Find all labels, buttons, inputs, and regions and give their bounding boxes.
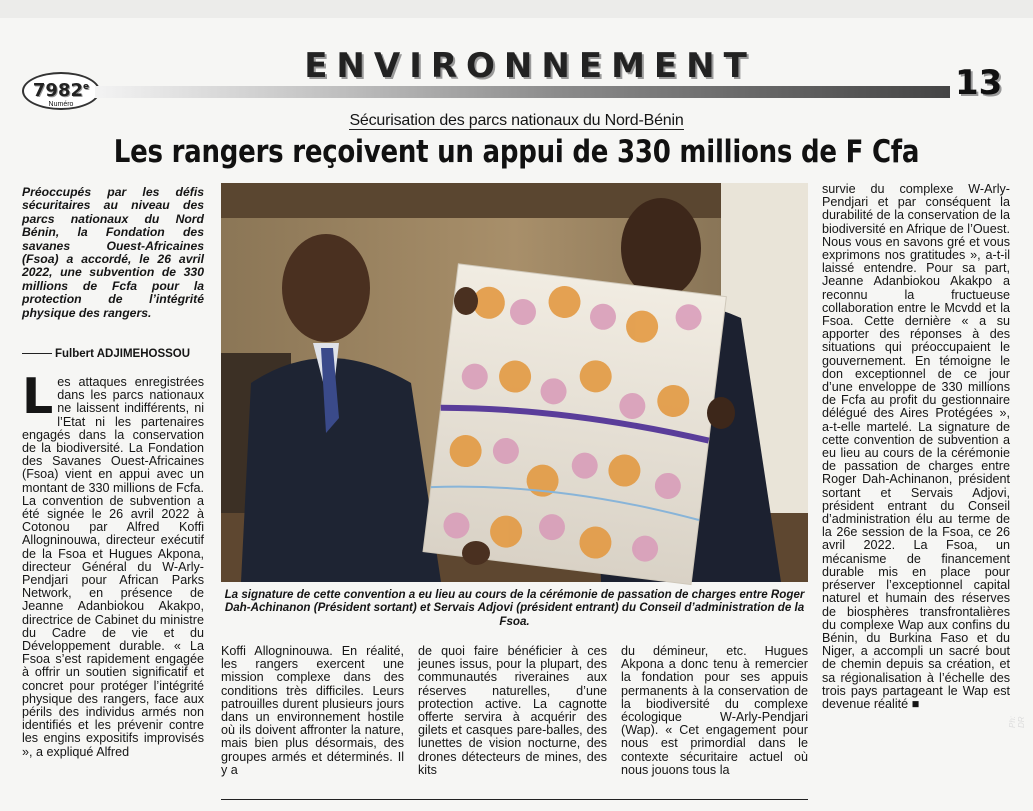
top-margin [0, 0, 1033, 18]
article-headline: Les rangers reçoivent un appui de 330 millions de F Cfa [113, 134, 920, 170]
body-column-5: survie du complexe W-Arly-Pendjari et par conséquent la durabilité de la conservation de la biodiversité en Afrique de l’Ouest. Nous vous en savons gré et vous exprimons nos gratitudes », a-t-il laissé entendre. Pour sa part, Jeanne Adanbiokou Akakpo a reconnu la fructueuse collaboration entre le Mcvdd et la Fsoa. Cette dernière « a su apporter des réponses à des situations qui préoccupaient le gouvernement. En témoigne le don exceptionnel de ce jour d’une enveloppe de 330 millions de Fcfa au profit du gestionnaire délégué des Aires Protégées », a-t-elle martelé. La signature de cette convention de subvention a eu lieu au cours de la cérémonie de passation de charges entre Roger Dah-Achinanon, président sortant et Servais Adjovi, président entrant du Conseil d’administration élu au terme de la 26e session de la Fsoa, ce 26 avril 2022. La Fsoa, un mécanisme de financement durable mis en place pour préserver l’exceptionnel capital naturel et humain des réserves de biosphères transfrontalières du complexe Wap aux confins du Bénin, du Burkina Faso et du Niger, a accompli un sacré bout de chemin depuis sa création, et sa régionalisation à l’échelle des trois pays partageant le Wap est devenue réalité ■ [822, 182, 1010, 711]
photo-credit: Ph: DR [1008, 715, 1026, 728]
byline-dash [22, 353, 52, 354]
body-column-3: de quoi faire bénéficier à ces jeunes issus, pour la plupart, des communautés riveraines aux réserves naturelles, d’une protection active. La cagnotte offerte servira à acquérir des gilets et casques pare-balles, des lunettes de vision nocturne, des drones détecteurs de mines, des kits [418, 644, 607, 777]
bottom-rule [221, 799, 808, 800]
photo-caption: La signature de cette convention a eu lieu au cours de la cérémonie de passation de charges entre Roger Dah-Achinanon (Président sortant) et Servais Adjovi (président entrant) du Conseil d’administration de la Fsoa. [224, 588, 805, 628]
header-gradient-rule [95, 86, 950, 98]
article-lead: Préoccupés par les défis sécuritaires au niveau des parcs nationaux du Nord Bénin, la Fondation des savanes Ouest-Africaines (Fsoa) a accordé, le 26 avril 2022, une subvention de 330 millions de Fcfa pour la protection de l’intégrité physique des rangers. [22, 185, 204, 320]
author-name: Fulbert ADJIMEHOSSOU [55, 348, 191, 360]
issue-number: 7982e [32, 80, 90, 101]
section-title: ENVIRONNEMENT [304, 46, 756, 86]
body-column-2: Koffi Allogninouwa. En réalité, les rangers exercent une mission complexe dans des conditions très difficiles. Leurs patrouilles durent plusieurs jours dans un environnement hostile où ils doivent affronter la nature, mais bien plus désormais, des groupes armés et déterminés. Il y a [221, 644, 404, 777]
ceremony-photo-illustration [221, 183, 808, 582]
body-column-1 [22, 368, 205, 759]
article-kicker: Sécurisation des parcs nationaux du Nord-Bénin [349, 112, 684, 129]
page-number: 13 [955, 63, 1003, 103]
body-text-1: es attaques enregistrées dans les parcs nationaux ne laissent indifférents, ni l’Etat ni les partenaires engagés dans la conservation de la biodiversité. La Fondation des Savanes Ouest-Africaines (Fsoa) vient en appui avec un montant de 330 millions de Fcfa. La convention de subvention a été signée le 26 avril 2022 à Cotonou par Alfred Koffi Allogninouwa, directeur exécutif de la Fsoa et Hugues Akpona, directeur Général du W-Arly-Pendjari pour African Parks Network, en présence de Jeanne Adanbiokou Akakpo, directrice de Cabinet du ministre du Cadre de vie et du Développement durable. « La Fsoa s’est rapidement engagée à offrir un soutien significatif et concret pour protéger l’intégrité physique des rangers, face aux périls des individus armés non identifiés et les prévenir contre les engins expositifs improvisés », a expliqué Alfred [22, 375, 205, 759]
body-column-4: du démineur, etc. Hugues Akpona a donc tenu à remercier la fondation pour ses appuis permanents à la conservation de la biodiversité du complexe écologique W-Arly-Pendjari (Wap). « Cet engagement pour nous est primordial dans le contexte sécuritaire actuel où nous jouons tous la [621, 644, 808, 777]
issue-badge [22, 72, 100, 110]
issue-label: Numéro [48, 101, 74, 108]
drop-cap: L [22, 368, 54, 425]
byline [22, 348, 204, 360]
